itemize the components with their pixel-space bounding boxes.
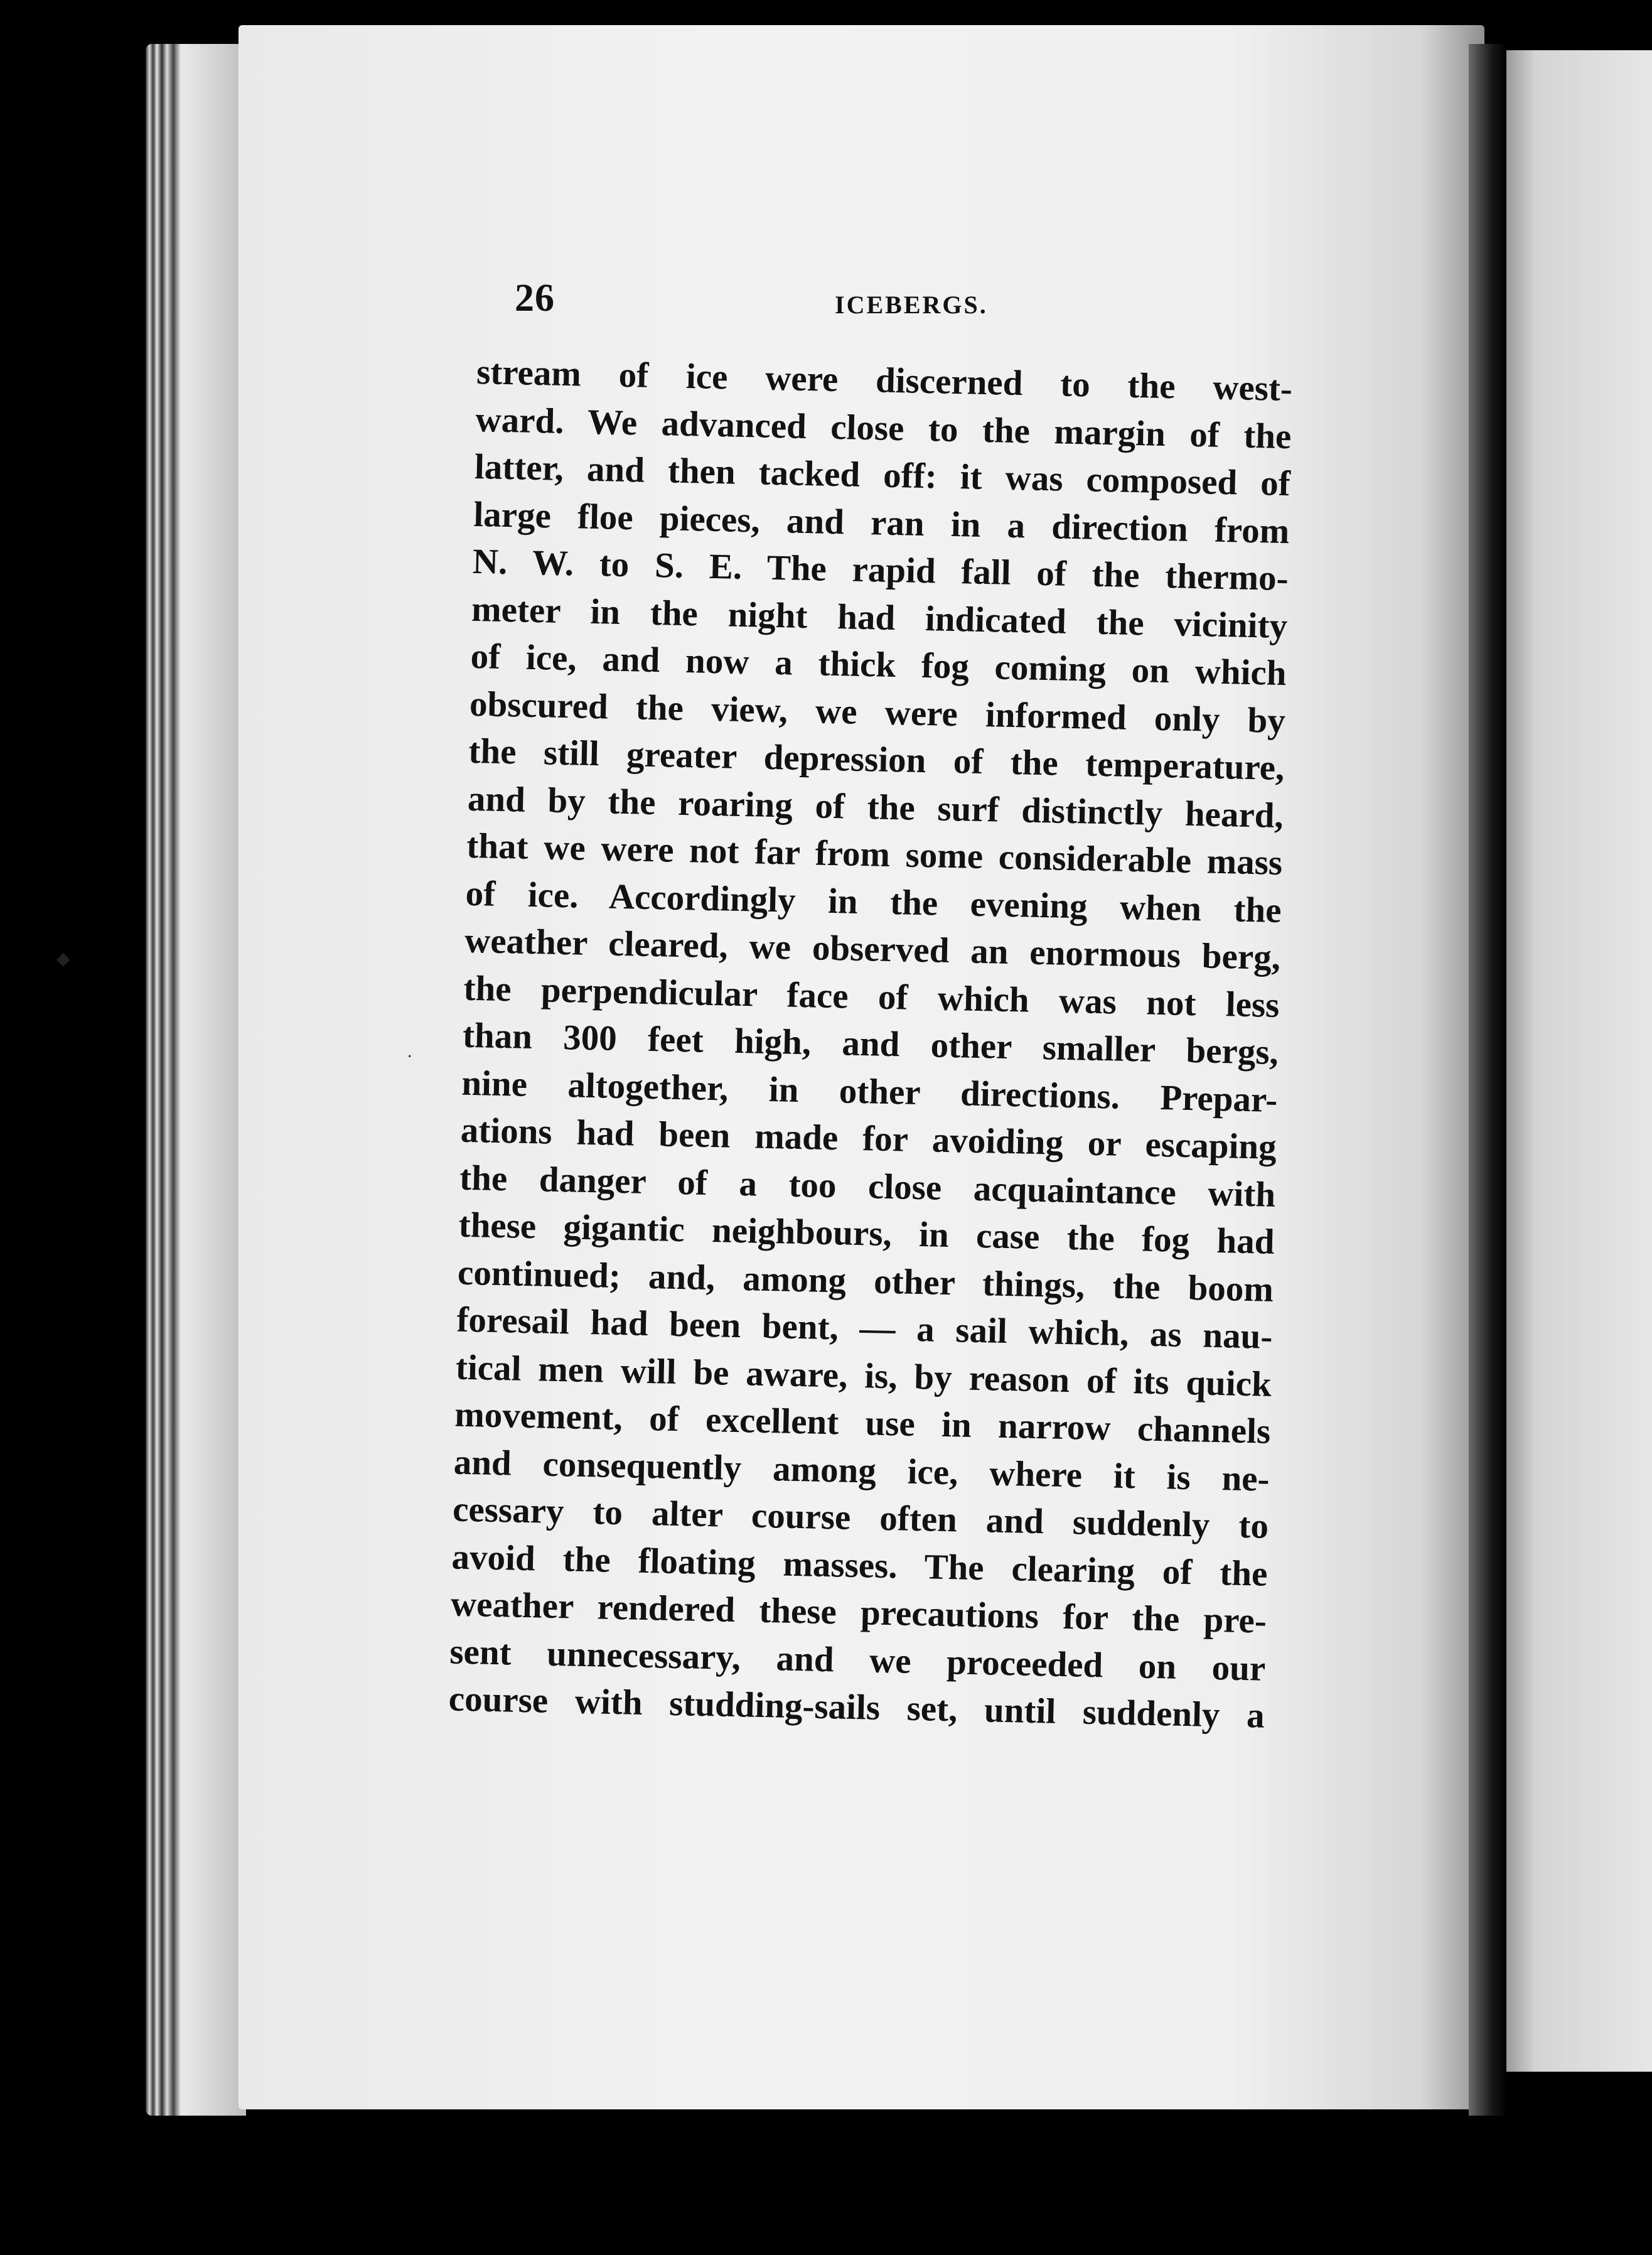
text-line: foresail had been bent, — a sail which, as nau- [456,1300,1273,1357]
running-head: ICEBERGS. [835,291,988,319]
text-line: and by the roaring of the surf distinctly heard, [467,778,1284,836]
page-header [515,276,1287,326]
page-speck: ◆ [56,949,70,969]
text-line: large floe pieces, and ran in a direction from [473,494,1290,551]
text-line: course with studding-sails set, until suddenly a [448,1679,1265,1736]
text-line: than 300 feet high, and other smaller bergs, [462,1015,1279,1072]
text-line: of ice, and now a thick fog coming on which [470,636,1287,694]
text-line: N. W. to S. E. The rapid fall of the thermo- [472,541,1289,599]
page-edges [146,44,246,2116]
text-line: movement, of excellent use in narrow channels [454,1394,1271,1451]
text-line: tical men will be aware, is, by reason of its quick [455,1347,1272,1404]
facing-page-edge [1506,50,1652,2072]
text-line: sent unnecessary, and we proceeded on our [449,1632,1266,1689]
text-line: ations had been made for avoiding or escaping [460,1110,1277,1167]
text-line: that we were not far from some considerable mass [466,826,1283,883]
text-line: the perpendicular face of which was not less [463,968,1280,1025]
text-line: continued; and, among other things, the boom [457,1252,1274,1310]
text-line: weather cleared, we observed an enormous berg, [464,920,1281,978]
text-line: stream of ice were discerned to the west- [476,352,1293,409]
page-number: 26 [515,277,555,320]
page-speck: · [407,1047,413,1067]
book-gutter [1469,44,1506,2116]
body-text [447,348,1293,1809]
text-line: obscured the view, we were informed only by [469,684,1286,741]
text-line: the still greater depression of the temperature, [468,731,1285,788]
text-line: meter in the night had indicated the vicinity [471,589,1288,646]
text-line: the danger of a too close acquaintance with [459,1158,1276,1215]
text-line: these gigantic neighbours, in case the fog had [458,1205,1275,1262]
text-line: weather rendered these precautions for the pre- [450,1584,1267,1641]
text-line: cessary to alter course often and suddenly to [452,1489,1269,1546]
text-line: of ice. Accordingly in the evening when the [465,873,1282,930]
text-line: avoid the floating masses. The clearing of the [451,1537,1268,1594]
text-line: and consequently among ice, where it is ne- [453,1442,1270,1499]
text-line: latter, and then tacked off: it was composed of [474,446,1291,504]
text-line: ward. We advanced close to the margin of the [475,399,1292,456]
text-line: nine altogether, in other directions. Prepar- [461,1063,1278,1120]
